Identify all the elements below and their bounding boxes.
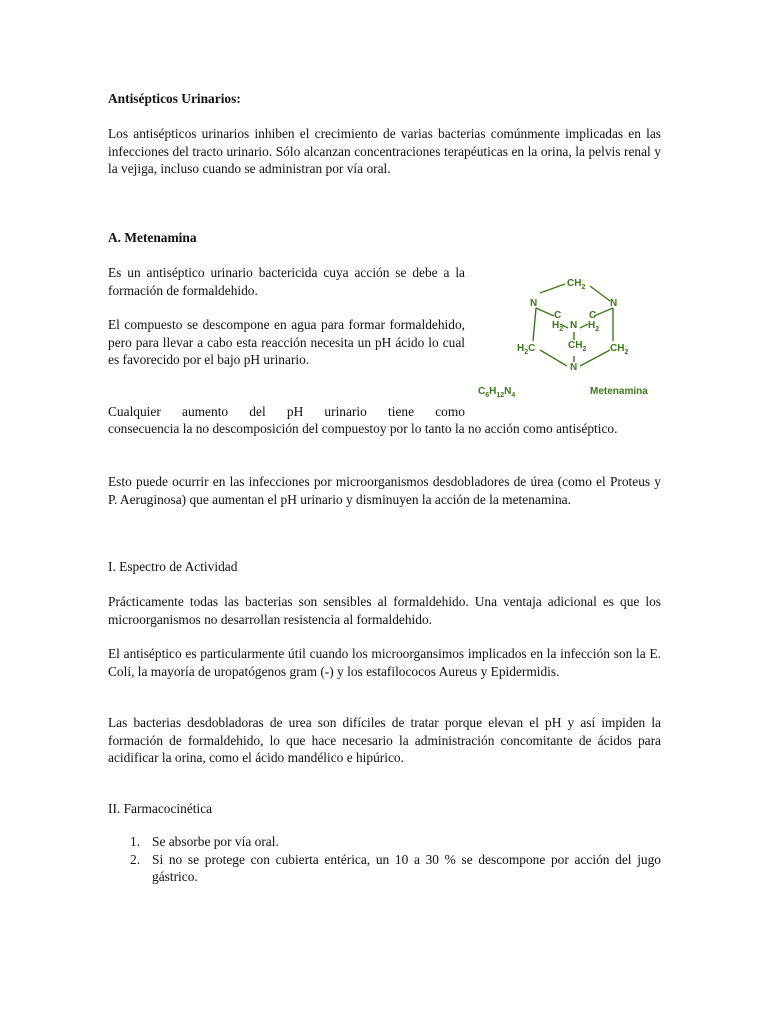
list-item-text: Si no se protege con cubierta entérica, un 10 a 30 % se descompone por acción del jugo gástrico. [152,851,661,884]
metenamina-paragraph-1: Es un antiséptico urinario bactericida cuya acción se debe a la formación de formaldehido. [108,265,465,298]
section-2-heading: II. Farmacocinética [108,801,213,816]
h2c-left-label: $H_2C$ [517,343,536,356]
metenamina-paragraph-3-line-1: Cualquier aumento del pH urinario tiene como [108,404,465,419]
metenamina-paragraph-3-rest: consecuencia la no descomposición del compuestoy por lo tanto la no acción como antiséptico. [108,421,618,436]
nitrogen-right-label: N [610,298,618,309]
ch2-center-label: $CH_2$ [568,340,587,353]
espectro-paragraph-3: Las bacterias desdobladoras de urea son difíciles de tratar porque elevan el pH y así impiden la formación de formaldehido, lo que hace necesario la administración concomitante de ácidos para acidificar la orina, como el ácido mandélico e hipúrico. [108,715,661,765]
section-a-heading: A. Metenamina [108,230,197,245]
list-item-number: 1. [130,834,141,849]
carbon-inner-right-label: C [589,310,597,321]
h2-right-label: $H_2$ [588,320,600,333]
molecule-name: Metenamina [590,386,648,397]
espectro-paragraph-2: El antiséptico es particularmente útil cuando los microorgansimos implicados en la infección son la E. Coli, la mayoría de uropatógenos gram (-) y los estafilococos Aureus y Epidermidis. [108,646,661,679]
ch2-top-label: $CH_2$ [567,278,586,291]
carbon-inner-left-label: C [554,310,562,321]
list-item [108,851,661,886]
list-item-number: 2. [130,851,141,867]
document-title: Antisépticos Urinarios: [108,91,241,106]
metenamina-paragraph-2: El compuesto se descompone en agua para formar formaldehido, pero para llevar a cabo esta reacción necesita un pH ácido lo cual es favorecido por el bajo pH urinario. [108,317,465,367]
section-1-heading: I. Espectro de Actividad [108,559,238,574]
intro-paragraph: Los antisépticos urinarios inhiben el crecimiento de varias bacterias comúnmente implicadas en las infecciones del tracto urinario. Sólo alcanzan concentraciones terapéuticas en la orina, la pelvis renal y la vejiga, incluso cuando se administran por vía oral. [108,126,661,176]
ch2-right-label: $CH_2$ [610,343,629,356]
nitrogen-center-label: N [570,320,578,331]
espectro-paragraph-1: Prácticamente todas las bacterias son sensibles al formaldehido. Una ventaja adicional es que los microorganismos no desarrollan resistencia al formaldehido. [108,594,661,627]
nitrogen-bottom-label: N [570,362,578,373]
list-item-text: Se absorbe por vía oral. [152,834,279,849]
molecular-formula: $C_6H_{12}N_4$ [478,386,516,399]
nitrogen-left-label: N [530,298,538,309]
metenamina-structure-diagram [470,268,670,403]
farmacocinetica-list [108,833,661,886]
metenamina-paragraph-4: Esto puede ocurrir en las infecciones por microorganismos desdobladores de úrea (como el Proteus y P. Aeruginosa) que aumentan el pH urinario y disminuyen la acción de la metenamina. [108,474,661,507]
h2-left-label: $H_2$ [552,320,564,333]
list-item [108,833,661,851]
